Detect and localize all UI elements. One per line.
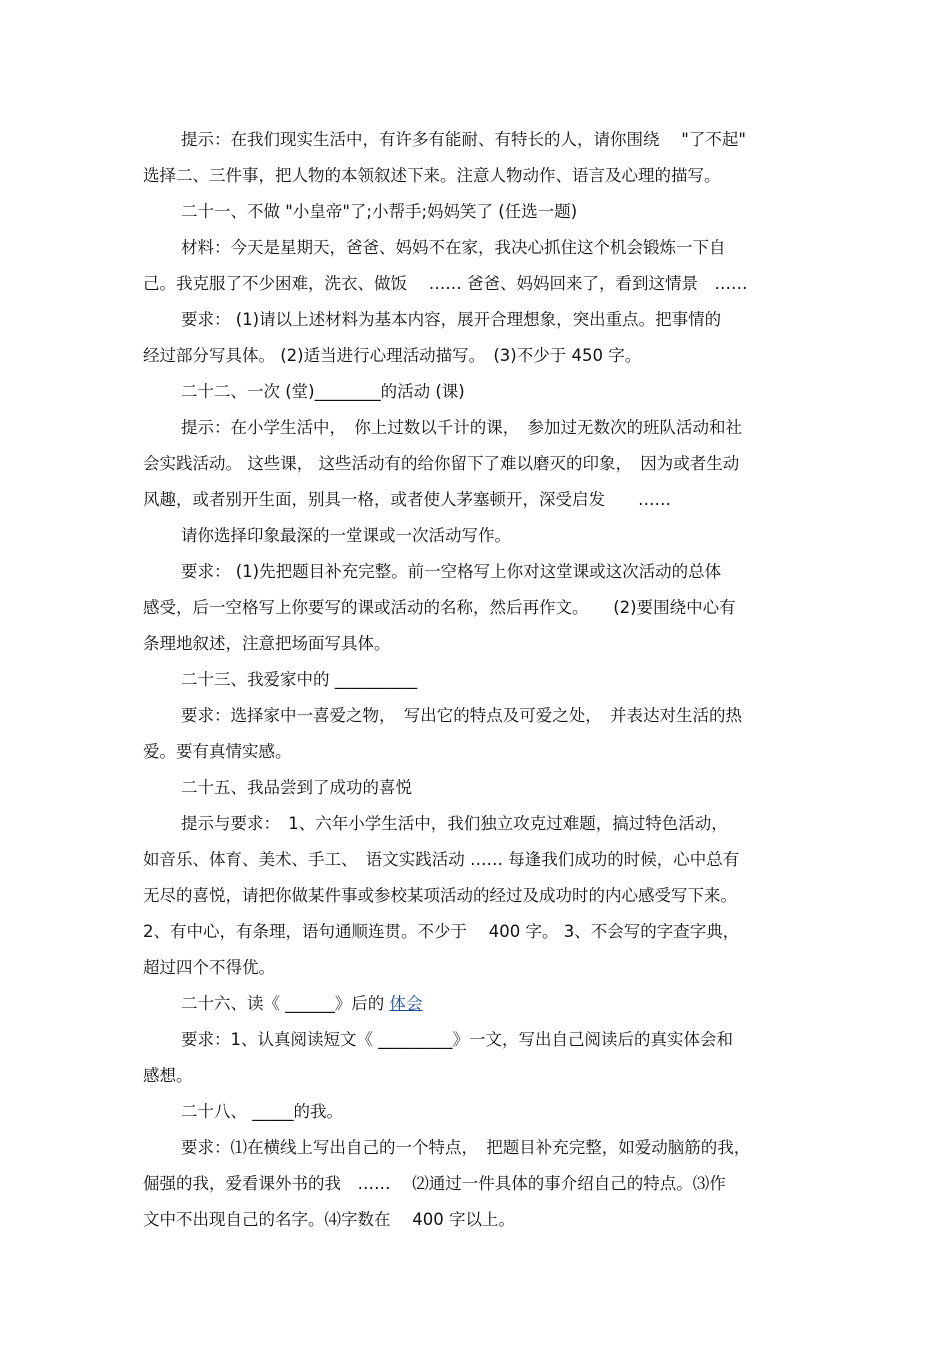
text-line: 2、有中心，有条理，语句通顺连贯。不少于 400 字。 3、不会写的字查字典， [143,922,740,941]
text-line: 风趣，或者别开生面，别具一格，或者使人茅塞顿开，深受启发 …… [143,490,671,509]
text-line: 材料：今天是星期天，爸爸、妈妈不在家，我决心抓住这个机会锻炼一下自 [181,238,726,257]
text-line: 倔强的我，爱看课外书的我 …… ⑵通过一件具体的事介绍自己的特点。⑶作 [143,1174,726,1193]
text-line: 选择二、三件事，把人物的本领叙述下来。注意人物动作、语言及心理的描写。 [143,166,721,185]
text-line: 感受，后一空格写上你要写的课或活动的名称，然后再作文。 (2)要围绕中心有 [143,598,736,617]
text-line: 二十六、读《 ______》后的 [181,994,390,1013]
text-line: 二十二、一次 (堂)________的活动 (课) [181,382,465,401]
heading-28 [143,1094,807,1130]
text-line: 要求：选择家中一喜爱之物， 写出它的特点及可爱之处， 并表达对生活的热 [181,706,742,725]
paragraph-material [143,230,807,302]
paragraph-requirement-21 [143,302,807,374]
text-line: 经过部分写具体。 (2)适当进行心理活动描写。 (3)不少于 450 字。 [143,346,642,365]
paragraph-requirement-23 [143,698,807,770]
text-line: 提示：在小学生活中， 你上过数以千计的课， 参加过无数次的班队活动和社 [181,418,742,437]
text-line: 请你选择印象最深的一堂课或一次活动写作。 [181,526,511,545]
heading-23 [143,662,807,698]
text-line: 文中不出现自己的名字。⑷字数在 400 字以上。 [143,1210,515,1229]
text-line: 二十三、我爱家中的 __________ [181,670,418,689]
text-line: 爱。要有真情实感。 [143,742,292,761]
paragraph-hint-1 [143,122,807,194]
text-line: 要求：1、认真阅读短文《 _________》一文，写出自己阅读后的真实体会和 [181,1030,733,1049]
heading-26 [143,986,807,1022]
paragraph-instruction-22 [143,518,807,554]
heading-21 [143,194,807,230]
heading-22 [143,374,807,410]
text-line: 二十八、 _____的我。 [181,1102,343,1121]
text-line: 提示与要求： 1、六年小学生活中，我们独立攻克过难题，搞过特色活动， [181,814,728,833]
text-line: 无尽的喜悦，请把你做某件事或参校某项活动的经过及成功时的内心感受写下来。 [143,886,737,905]
text-line: 己。我克服了不少困难，洗衣、做饭 …… 爸爸、妈妈回来了，看到这情景 …… [143,274,748,293]
document-page [143,122,807,1238]
text-line: 要求：⑴在横线上写出自己的一个特点， 把题目补充完整，如爱动脑筋的我， [181,1138,751,1157]
text-line: 要求： (1)先把题目补充完整。前一空格写上你对这堂课或这次活动的总体 [181,562,722,581]
text-line: 提示：在我们现实生活中，有许多有能耐、有特长的人，请你围绕 "了不起" [181,130,746,149]
heading-25 [143,770,807,806]
text-line: 二十五、我品尝到了成功的喜悦 [181,778,412,797]
text-line: 要求： (1)请以上述材料为基本内容，展开合理想象，突出重点。把事情的 [181,310,722,329]
text-line: 二十一、不做 "小皇帝"了;小帮手;妈妈笑了 (任选一题) [181,202,578,221]
text-line-with-link [143,986,807,1022]
text-line: 会实践活动。 这些课， 这些活动有的给你留下了难以磨灭的印象， 因为或者生动 [143,454,740,473]
text-line: 感想。 [143,1066,193,1085]
text-line: 超过四个不得优。 [143,958,275,977]
paragraph-requirement-25 [143,806,807,986]
paragraph-requirement-26 [143,1022,807,1094]
text-line: 如音乐、体育、美术、手工、 语文实践活动 …… 每逢我们成功的时候，心中总有 [143,850,740,869]
paragraph-requirement-28 [143,1130,807,1238]
paragraph-hint-22 [143,410,807,518]
experience-link[interactable]: 体会 [389,994,423,1013]
text-line: 条理地叙述，注意把场面写具体。 [143,634,391,653]
paragraph-requirement-22 [143,554,807,662]
